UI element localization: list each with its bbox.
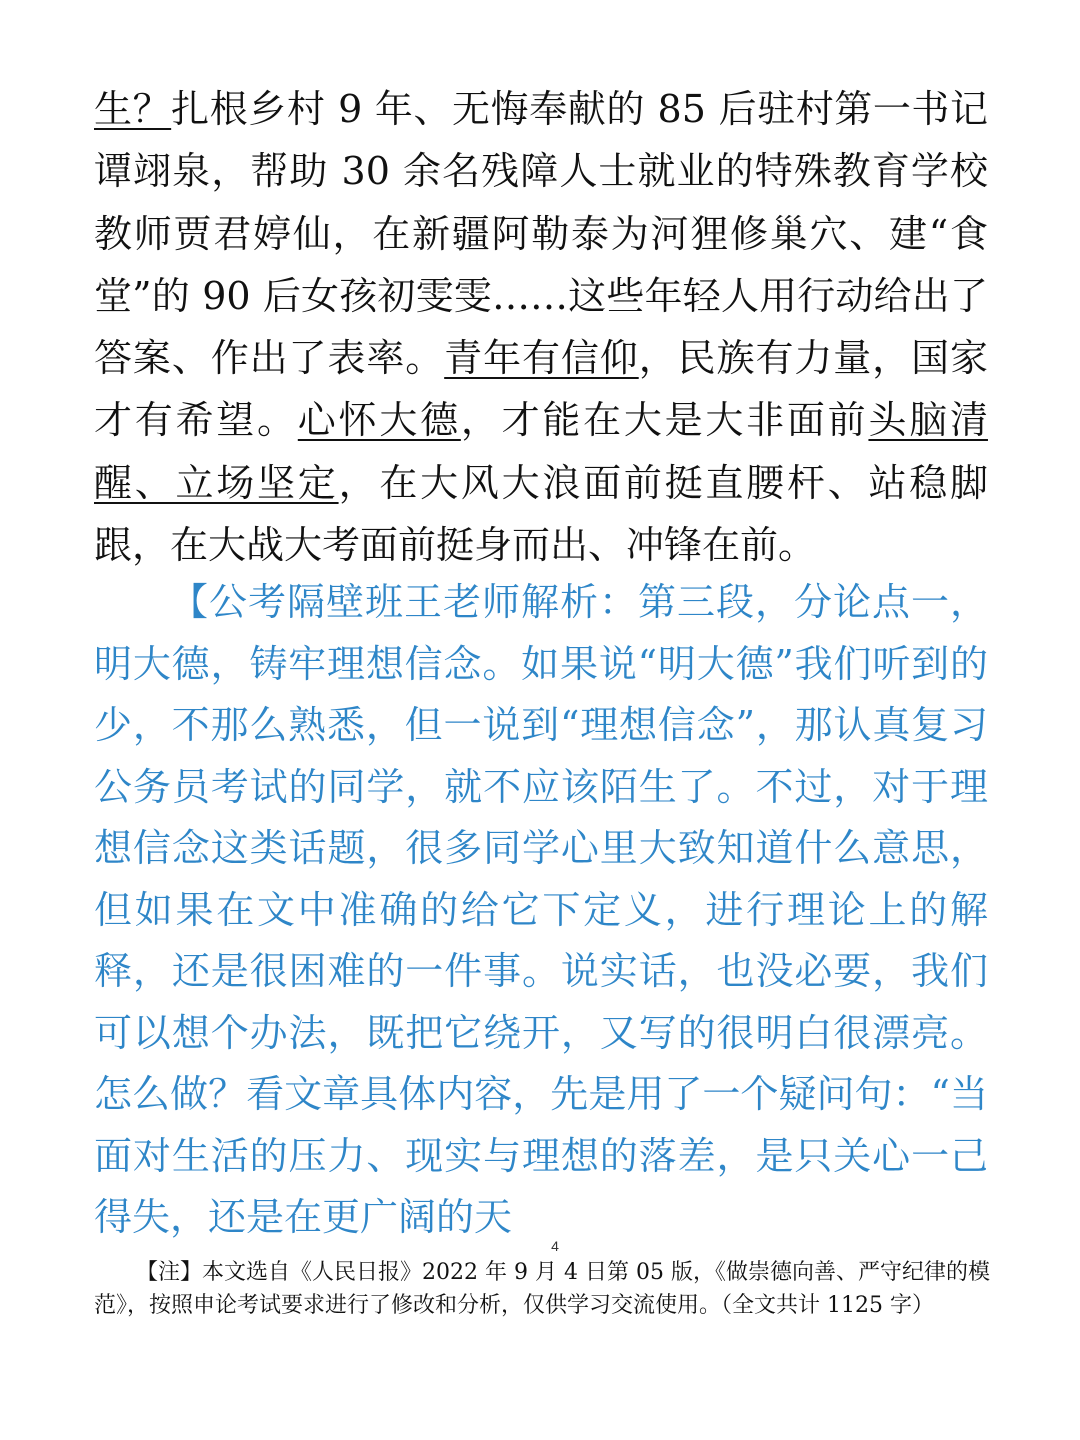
analysis-paragraph: 【公考隔壁班王老师解析：第三段，分论点一，明大德，铸牢理想信念。如果说“明大德”我们听到的少，不那么熟悉，但一说到“理想信念”，那认真复习公务员考试的同学，就不应该陌生了。不过，对于理想信念这类话题，很多同学心里大致知道什么意思，但如果在文中准确的给它下定义，进行理论上的解释，还是很困难的一件事。说实话，也没必要，我们可以想个办法，既把它绕开，又写的很明白很漂亮。怎么做？看文章具体内容，先是用了一个疑问句：“当面对生活的压力、现实与理想的落差，是只关心一己得失，还是在更广阔的天 <box>94 580 988 1239</box>
underlined-phrase: 生？ <box>94 87 172 131</box>
underlined-phrase: 心怀大德 <box>297 398 461 443</box>
underlined-phrase: 青年有信仰 <box>444 336 639 381</box>
text-segment: ，民族有力量，国家才有希望。 <box>94 336 988 443</box>
footnote: 【注】本文选自《人民日报》2022 年 9 月 4 日第 05 版，《做崇德向善、严守纪律的模范》，按照申论考试要求进行了修改和分析，仅供学习交流使用。（全文共计 1125 字） <box>94 1260 990 1318</box>
page-number: 4 <box>551 1238 559 1254</box>
text-segment: 扎根乡村 9 年、无悔奉献的 85 后驻村第一书记谭翊泉，帮助 30 余名残障人士就业的特殊教育学校教师贾君婷仙，在新疆阿勒泰为河狸修巢穴、建“食堂”的 90 后女孩初雯雯……这些年轻人用行动给出了答案、作出了表率。 <box>94 87 988 381</box>
main-paragraph <box>94 78 988 576</box>
underlined-phrase: 头脑清醒、立场坚定 <box>94 398 988 505</box>
text-segment: ，才能在大是大非面前 <box>460 398 869 443</box>
text-segment: ，在大风大浪面前挺直腰杆、站稳脚跟，在大战大考面前挺身而出、冲锋在前。 <box>94 460 988 568</box>
